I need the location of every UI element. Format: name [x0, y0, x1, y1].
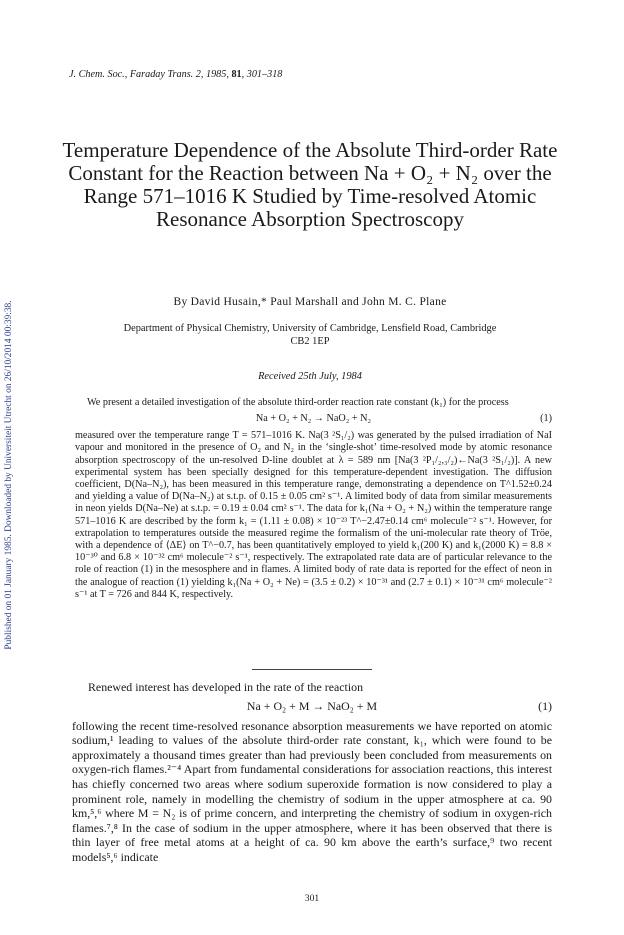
equation-text: Na + O₂ + N₂ → NaO₂ + N₂: [255, 413, 372, 425]
journal-year: 1985,: [203, 69, 232, 80]
author-list: By David Husain,* Paul Marshall and John M. C. Plane: [173, 296, 447, 308]
abstract: [75, 397, 552, 601]
abstract-equation: [75, 409, 552, 430]
journal-volume: 81: [231, 69, 242, 80]
affiliation-line: CB2 1EP: [290, 336, 330, 347]
equation-text: Na + O₂ + M → NaO₂ + M: [246, 698, 378, 713]
abstract-body: measured over the temperature range T = 571–1016 K. Na(3 ²S₁/₂) was generated by the pulsed irradiation of NaI vapour and monitored in the presence of O₂ and N₂ in the ‘single-shot’ time-resolved mode by atomic resonance absorption spectroscopy of the un-resolved D-line doublet at λ = 589 nm [Na(3 ²P₁/₂,₃/₂)←Na(3 ²S₁/₂)]. A new experimental system has been specially designed for this temperature-dependent investigation. The diffusion coefficient, D(Na–N₂), has been measured in this temperature range, demonstrating a dependence on T^1.52±0.24 and yielding a value of D(Na–N₂) at s.t.p. of 0.15 ± 0.05 cm² s⁻¹. A limited body of data from similar measurements in neon yields D(Na–Ne) at s.t.p. = 0.19 ± 0.04 cm² s⁻¹. The data for k₁(Na + O₂ + N₂) within the temperature range 571–1016 K are described by the form k₁ = (1.11 ± 0.08) × 10⁻²³ T^−2.47±0.14 cm⁶ molecule⁻² s⁻¹. However, for extrapolation to temperatures outside the measured regime the formalism of the uni-molecular rate theory of Tröe, with a dependence of ⟨ΔE⟩ on T^−0.7, has been quantitatively employed to yield k₁(200 K) and k₁(2000 K) = 8.8 × 10⁻³⁰ and 6.8 × 10⁻³² cm⁶ molecule⁻² s⁻¹, respectively. The extrapolated rate data are of particular relevance to the role of reaction (1) in the mesosphere and in flames. A limited body of rate data is reported for the effect of neon in the analogue of reaction (1) yielding k₁(Na + O₂ + Ne) = (3.5 ± 0.2) × 10⁻³¹ and (2.7 ± 0.1) × 10⁻³¹ cm⁶ molecule⁻² s⁻¹ at T = 726 and 844 K, respectively.: [75, 430, 552, 600]
title-line: Constant for the Reaction between Na + O₂ + N₂ over the: [68, 161, 552, 185]
equation-number: (1): [540, 413, 552, 425]
section-divider: [252, 669, 372, 670]
affiliation-line: Department of Physical Chemistry, University of Cambridge, Lensfield Road, Cambridge: [123, 323, 497, 334]
title-line: Resonance Absorption Spectroscopy: [156, 207, 464, 231]
journal-pages: , 301–318: [241, 69, 283, 80]
download-watermark: [2, 175, 16, 775]
affiliation: [60, 322, 560, 348]
received-date: Received 25th July, 1984: [258, 371, 362, 382]
body-equation: [72, 695, 552, 719]
abstract-intro: We present a detailed investigation of the absolute third-order reaction rate constant (k₁) for the process: [87, 397, 509, 408]
main-text: [72, 680, 552, 865]
page-number: 301: [304, 893, 320, 904]
body-intro: Renewed interest has developed in the rate of the reaction: [88, 680, 364, 694]
article-title: [60, 139, 560, 231]
journal-citation: [69, 69, 282, 80]
body-paragraph: following the recent time-resolved resonance absorption measurements we have reported on atomic sodium,¹ leading to values of the absolute third-order rate constant, k₁, which were found to be approximately a thousand times greater than had previously been concluded from measurements on oxygen-rich flames.²⁻⁴ Apart from fundamental considerations for association reactions, this interest has chiefly concerned two areas where sodium superoxide formation is now considered to play a prominent role, namely in modelling the chemistry of sodium in the upper atmosphere at ca. 90 km,⁵,⁶ where M = N₂ is of prime concern, and interpreting the chemistry of sodium in oxygen-rich flames.⁷,⁸ In the case of sodium in the upper atmosphere, where it has been observed that there is thin layer of free metal atoms at a height of ca. 90 km above the earth’s surface,⁹ two recent models⁵,⁶ indicate: [72, 718, 552, 864]
journal-name: J. Chem. Soc., Faraday Trans. 2,: [69, 69, 204, 80]
title-line: Temperature Dependence of the Absolute Third-order Rate: [62, 138, 558, 162]
equation-number: (1): [538, 698, 552, 713]
title-line: Range 571–1016 K Studied by Time-resolved Atomic: [83, 184, 537, 208]
download-note-text: Published on 01 January 1985. Downloaded by Universiteit Utrecht on 26/10/2014 00:39:38.: [4, 300, 14, 650]
